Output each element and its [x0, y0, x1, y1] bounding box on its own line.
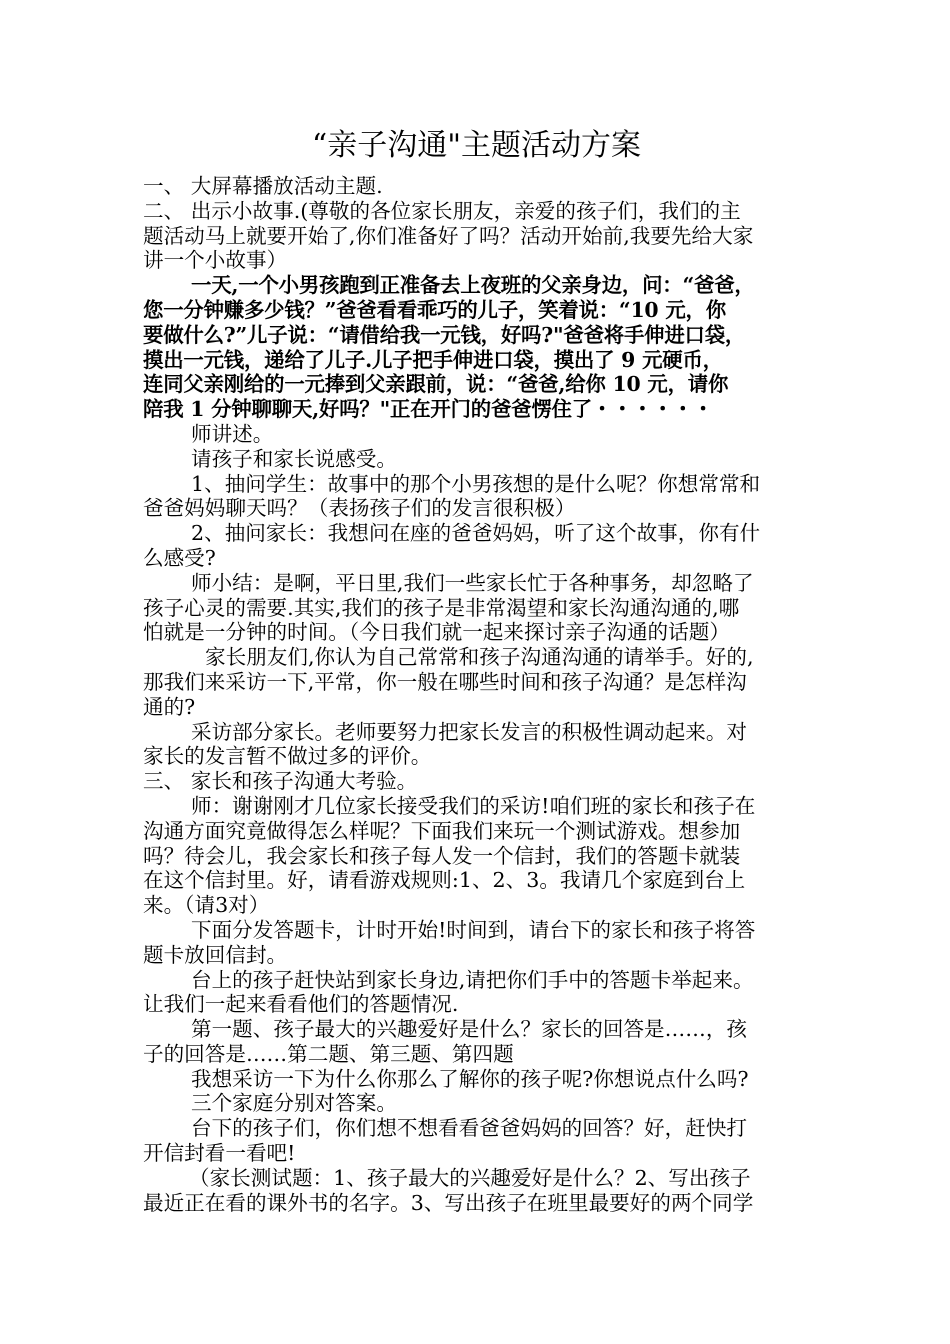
- body-line: 家长的发言暂不做过多的评价。: [143, 744, 432, 769]
- body-line: 您一分钟赚多少钱？”爸爸看看乖巧的儿子，笑着说：“10 元，你: [143, 297, 726, 322]
- body-line: 沟通方面究竟做得怎么样呢？下面我们来玩一个测试游戏。想参加: [143, 818, 741, 843]
- body-line: 怕就是一分钟的时间。（今日我们就一起来探讨亲子沟通的话题）: [143, 620, 730, 645]
- body-line: 下面分发答题卡，计时开始!时间到，请台下的家长和孩子将答: [191, 917, 756, 942]
- document-title: “亲子沟通"主题活动方案: [311, 128, 642, 163]
- body-line: 请孩子和家长说感受。: [191, 446, 397, 471]
- body-line: 连同父亲刚给的一元捧到父亲跟前，说：“爸爸,给你 10 元，请你: [143, 372, 729, 397]
- body-line: 第一题、孩子最大的兴趣爱好是什么？家长的回答是……，孩: [191, 1017, 748, 1042]
- body-line: 在这个信封里。好，请看游戏规则:1、2、3。我请几个家庭到台上: [143, 868, 746, 893]
- body-line: 师讲述。: [191, 421, 274, 446]
- body-line: 么感受?: [143, 545, 216, 570]
- body-line: 来。（请3对）: [143, 893, 270, 918]
- body-line: 师：谢谢刚才几位家长接受我们的采访!咱们班的家长和孩子在: [191, 793, 756, 818]
- body-line: 1、抽问学生：故事中的那个小男孩想的是什么呢？你想常常和: [191, 471, 761, 496]
- body-line: 三、 家长和孩子沟通大考验。: [143, 769, 418, 794]
- body-line: 一天,一个小男孩跑到正准备去上夜班的父亲身边，问：“爸爸，: [191, 273, 755, 298]
- body-line: （家长测试题：1、孩子最大的兴趣爱好是什么？2、写出孩子: [189, 1165, 751, 1190]
- body-line: 子的回答是……第二题、第三题、第四题: [143, 1041, 514, 1066]
- body-line: 我想采访一下为什么你那么了解你的孩子呢?你想说点什么吗?: [191, 1066, 749, 1091]
- body-line: 那我们来采访一下,平常，你一般在哪些时间和孩子沟通？是怎样沟: [143, 669, 747, 694]
- body-line: 讲一个小故事）: [143, 248, 288, 273]
- body-line: 爸爸妈妈聊天吗？（表扬孩子们的发言很积极）: [143, 496, 576, 521]
- body-line: 孩子心灵的需要.其实,我们的孩子是非常渴望和家长沟通沟通的,哪: [143, 595, 740, 620]
- body-line: 要做什么?”儿子说：“请借给我一元钱，好吗?"爸爸将手伸进口袋，: [143, 322, 746, 347]
- body-line: 家长朋友们,你认为自己常常和孩子沟通沟通的请举手。好的,: [205, 645, 754, 670]
- document-body: [143, 174, 810, 1215]
- body-line: 通的?: [143, 694, 196, 719]
- body-line: 最近正在看的课外书的名字。3、写出孩子在班里最要好的两个同学: [143, 1190, 754, 1215]
- body-line: 一、 大屏幕播放活动主题.: [143, 174, 383, 198]
- body-line: 题卡放回信封。: [143, 942, 288, 967]
- body-line: 台上的孩子赶快站到家长身边,请把你们手中的答题卡举起来。: [191, 967, 754, 992]
- body-line: 吗？待会儿，我会家长和孩子每人发一个信封，我们的答题卡就装: [143, 843, 741, 868]
- body-line: 二、 出示小故事.(尊敬的各位家长朋友，亲爱的孩子们，我们的主: [143, 198, 741, 223]
- body-line: 师小结：是啊，平日里,我们一些家长忙于各种事务，却忽略了: [191, 570, 754, 595]
- body-line: 台下的孩子们，你们想不想看看爸爸妈妈的回答？好，赶快打: [191, 1116, 748, 1141]
- body-line: 陪我 1 分钟聊聊天,好吗？"正在开门的爸爸愣住了・・・・・・: [143, 397, 714, 422]
- body-line: 让我们一起来看看他们的答题情况.: [143, 992, 459, 1017]
- body-line: 题活动马上就要开始了,你们准备好了吗？活动开始前,我要先给大家: [143, 223, 754, 248]
- body-line: 摸出一元钱，递给了儿子.儿子把手伸进口袋，摸出了 9 元硬币，: [143, 347, 723, 372]
- body-line: 采访部分家长。老师要努力把家长发言的积极性调动起来。对: [191, 719, 748, 744]
- body-line: 三个家庭分别对答案。: [191, 1091, 397, 1116]
- body-line: 2、抽问家长：我想问在座的爸爸妈妈，听了这个故事，你有什: [191, 521, 761, 546]
- body-line: 开信封看一看吧!: [143, 1141, 296, 1166]
